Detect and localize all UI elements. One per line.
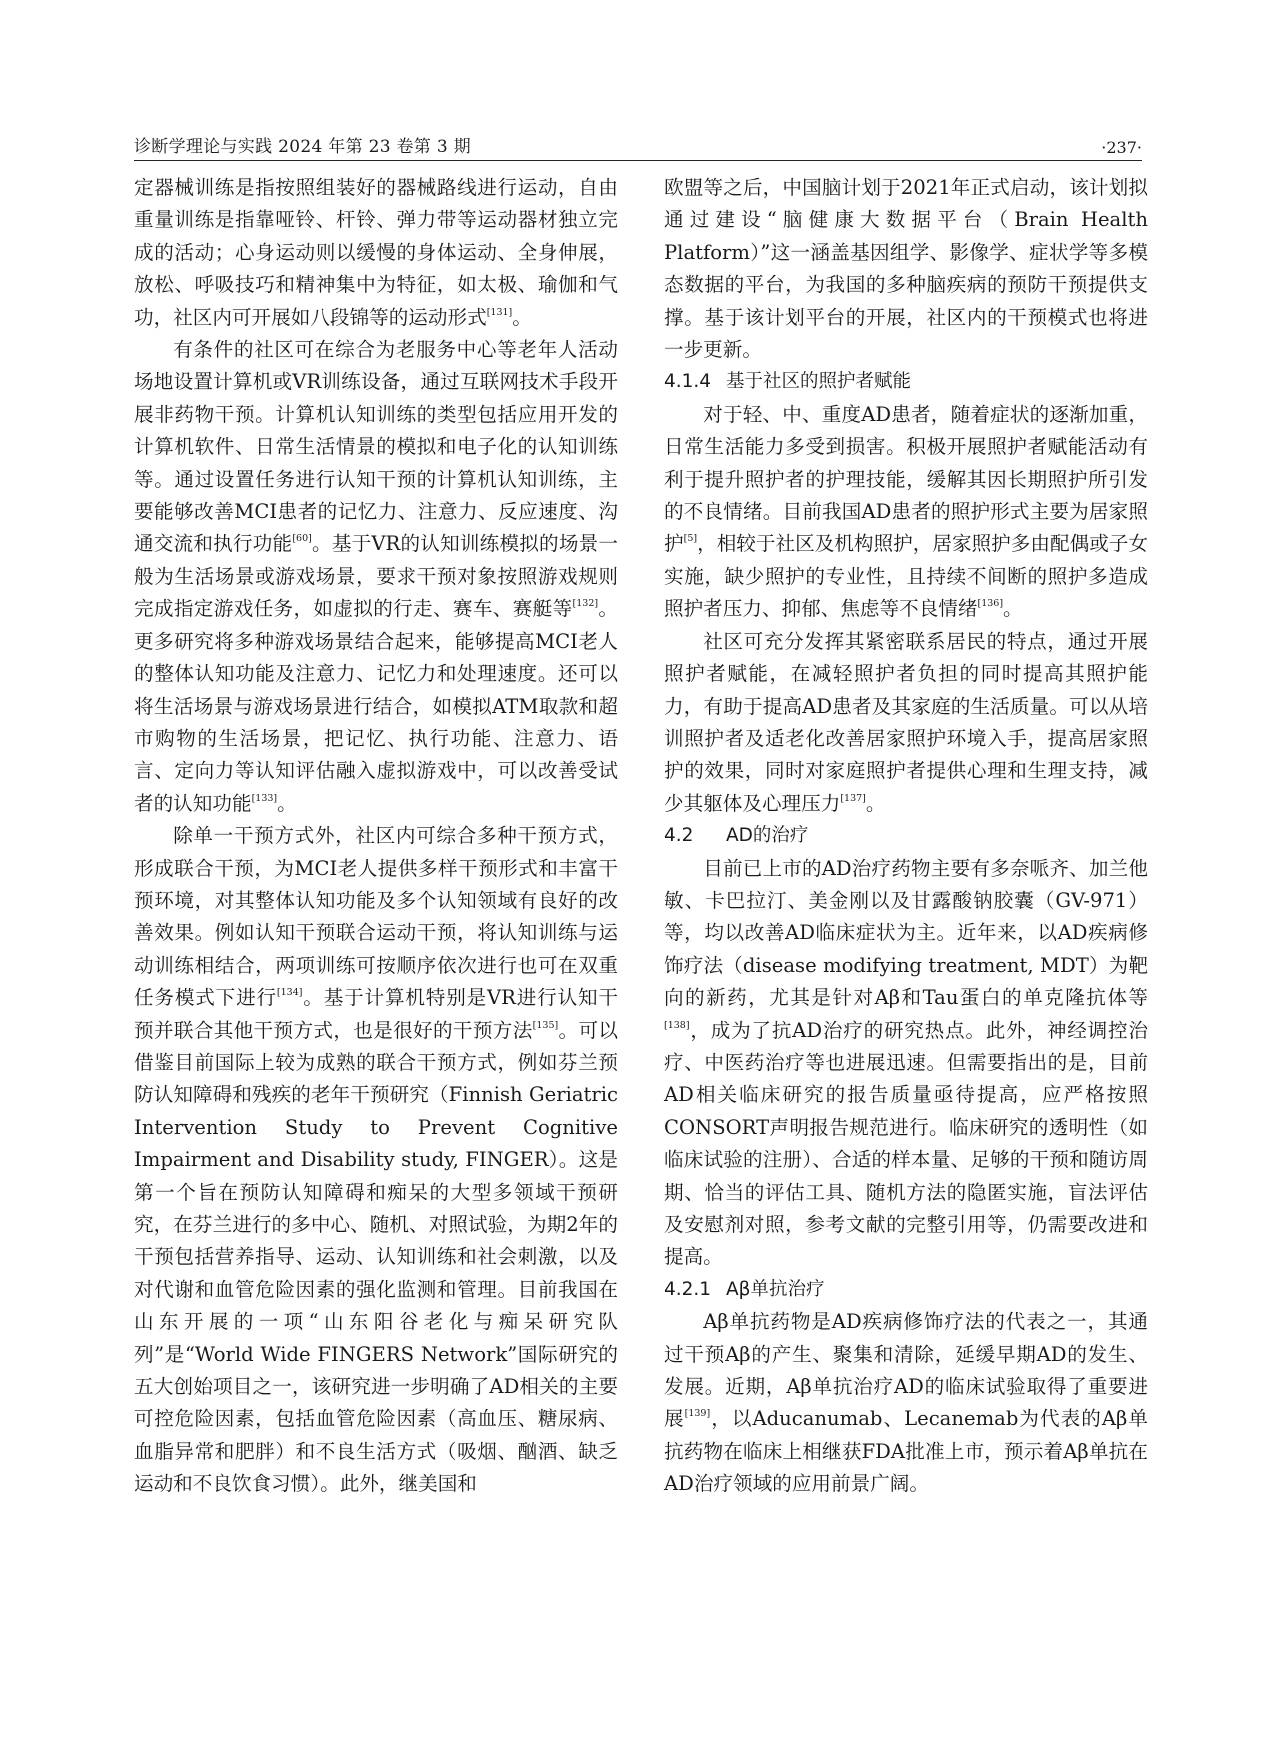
paragraph: 目前已上市的AD治疗药物主要有多奈哌齐、加兰他敏、卡巴拉汀、美金刚以及甘露酸钠胶囊（GV-971）等，均以改善AD临床症状为主。近年来，以AD疾病修饰疗法（disease modifying treatment, MDT）为靶向的新药，尤其是针对Aβ和Tau蛋白的单克隆抗体等[138]，成为了抗AD治疗的研究热点。此外，神经调控治疗、中医药治疗等也进展迅速。但需要指出的是，目前AD相关临床研究的报告质量亟待提高，应严格按照CONSORT声明报告规范进行。临床研究的透明性（如临床试验的注册）、合适的样本量、足够的干预和随访周期、恰当的评估工具、随机方法的隐匿实施，盲法评估及安慰剂对照，参考文献的完整引用等，仍需要改进和提高。 — [664, 856, 1148, 1269]
paragraph: Aβ单抗药物是AD疾病修饰疗法的代表之一，其通过干预Aβ的产生、聚集和清除，延缓早期AD的发生、发展。近期，Aβ单抗治疗AD的临床试验取得了重要进展[139]，以Aducanumab、Lecanemab为代表的Aβ单抗药物在临床上相继获FDA批准上市，预示着Aβ单抗在AD治疗领域的应用前景广阔。 — [664, 1310, 1148, 1496]
section-heading: 4.2.1 Aβ单抗治疗 — [664, 1278, 825, 1300]
citation: [136] — [977, 598, 1004, 610]
section-heading: 4.2 AD的治疗 — [664, 825, 809, 847]
left-column — [134, 172, 618, 1501]
running-header — [134, 132, 1142, 156]
paragraph: 对于轻、中、重度AD患者，随着症状的逐渐加重，日常生活能力多受到损害。积极开展照护者赋能活动有利于提升照护者的护理技能，缓解其因长期照护所引发的不良情绪。目前我国AD患者的照护形式主要为居家照护[5]，相较于社区及机构照护，居家照护多由配偶或子女实施，缺少照护的专业性，且持续不间断的照护多造成照护者压力、抑郁、焦虑等不良情绪[136]。 — [664, 402, 1149, 621]
right-column — [664, 172, 1148, 1501]
citation: [138] — [664, 1019, 690, 1031]
journal-title: 诊断学理论与实践 2024 年第 23 卷第 3 期 — [134, 137, 471, 157]
section-heading: 4.1.4 基于社区的照护者赋能 — [664, 371, 912, 393]
citation: [134] — [276, 987, 303, 999]
citation: [139] — [684, 1408, 711, 1420]
citation: [5] — [683, 533, 698, 545]
page-number: ·237· — [1101, 138, 1142, 157]
citation: [133] — [251, 792, 278, 804]
paragraph: 除单一干预方式外，社区内可综合多种干预方式，形成联合干预，为MCI老人提供多样干预形式和丰富干预环境，对其整体认知功能及多个认知领域有良好的改善效果。例如认知干预联合运动干预，将认知训练与运动训练相结合，两项训练可按顺序依次进行也可在双重任务模式下进行[134]。基于计算机特别是VR进行认知干预并联合其他干预方式，也是很好的干预方法[135]。可以借鉴目前国际上较为成熟的联合干预方式，例如芬兰预防认知障碍和残疾的老年干预研究（Finnish Geriatric Intervention Study to Prevent Cognitive Impairment and Disability study, FINGER）。这是第一个旨在预防认知障碍和痴呆的大型多领域干预研究，在芬兰进行的多中心、随机、对照试验，为期2年的干预包括营养指导、运动、认知训练和社会刺激，以及对代谢和血管危险因素的强化监测和管理。目前我国在山东开展的一项“山东阳谷老化与痴呆研究队列”是“World Wide FINGERS Network”国际研究的五大创始项目之一，该研究进一步明确了AD相关的主要可控危险因素，包括血管危险因素（高血压、糖尿病、血脂异常和肥胖）和不良生活方式（吸烟、酗酒、缺乏运动和不良饮食习惯）。此外，继美国和 — [134, 824, 619, 1496]
citation: [137] — [840, 792, 866, 804]
header-divider — [134, 160, 1142, 161]
paragraph: 欧盟等之后，中国脑计划于2021年正式启动，该计划拟通过建设“脑健康大数据平台（Brain Health Platform）”这一涵盖基因组学、影像学、症状学等多模态数据的平台，为我国的多种脑疾病的预防干预提供支撑。基于该计划平台的开展，社区内的干预模式也将进一步更新。 — [664, 176, 1148, 362]
citation: [135] — [532, 1019, 559, 1031]
paragraph: 有条件的社区可在综合为老服务中心等老年人活动场地设置计算机或VR训练设备，通过互联网技术手段开展非药物干预。计算机认知训练的类型包括应用开发的计算机软件、日常生活情景的模拟和电子化的认知训练等。通过设置任务进行认知干预的计算机认知训练，主要能够改善MCI患者的记忆力、注意力、反应速度、沟通交流和执行功能[60]。基于VR的认知训练模拟的场景一般为生活场景或游戏场景，要求干预对象按照游戏规则完成指定游戏任务，如虚拟的行走、赛车、赛艇等[132]。更多研究将多种游戏场景结合起来，能够提高MCI老人的整体认知功能及注意力、记忆力和处理速度。还可以将生活场景与游戏场景进行结合，如模拟ATM取款和超市购物的生活场景，把记忆、执行功能、注意力、语言、定向力等认知评估融入虚拟游戏中，可以改善受试者的认知功能[133]。 — [134, 338, 619, 815]
paragraph: 定器械训练是指按照组装好的器械路线进行运动，自由重量训练是指靠哑铃、杆铃、弹力带等运动器材独立完成的活动；心身运动则以缓慢的身体运动、全身伸展，放松、呼吸技巧和精神集中为特征，如太极、瑜伽和气功，社区内可开展如八段锦等的运动形式[131]。 — [134, 176, 618, 329]
paragraph: 社区可充分发挥其紧密联系居民的特点，通过开展照护者赋能，在减轻照护者负担的同时提高其照护能力，有助于提高AD患者及其家庭的生活质量。可以从培训照护者及适老化改善居家照护环境入手，提高居家照护的效果，同时对家庭照护者提供心理和生理支持，减少其躯体及心理压力[137]。 — [664, 629, 1148, 815]
citation: [132] — [572, 598, 599, 610]
citation: [60] — [292, 533, 312, 545]
citation: [131] — [486, 306, 513, 318]
